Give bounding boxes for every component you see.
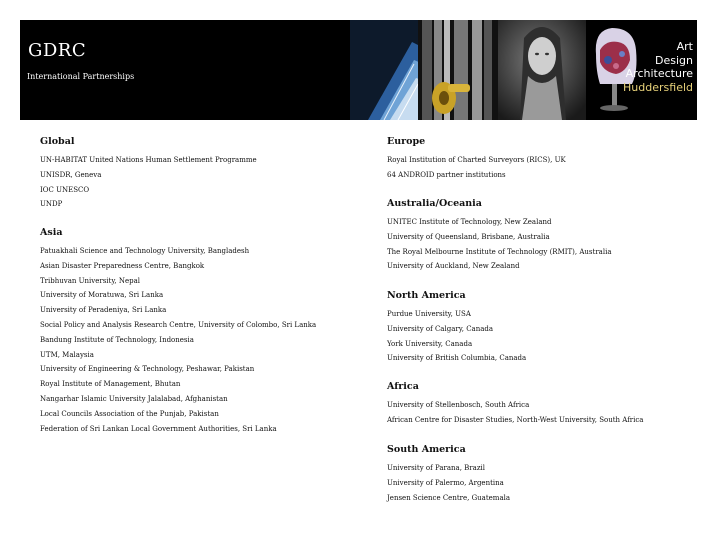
list-item: UNDP xyxy=(40,200,63,209)
list-item: Asian Disaster Preparedness Centre, Bangkok xyxy=(40,261,205,270)
list-item: IOC UNESCO xyxy=(40,185,90,194)
list-item: UNISDR, Geneva xyxy=(40,170,102,179)
brand-title: GDRC xyxy=(28,40,87,61)
list-item: University of Stellenbosch, South Africa xyxy=(387,401,530,409)
brand-subtitle: International Partnerships xyxy=(27,72,135,81)
list-item: Purdue University, USA xyxy=(387,310,471,318)
section-oceania xyxy=(387,197,612,274)
section-north-america xyxy=(387,289,526,366)
section-europe xyxy=(387,135,566,183)
list-item: UN-HABITAT United Nations Human Settlement Programme xyxy=(40,156,257,164)
list-item: Patuakhali Science and Technology University, Bangladesh xyxy=(40,247,250,255)
list-item: Social Policy and Analysis Research Centre, University of Colombo, Sri Lanka xyxy=(40,320,317,329)
list-item: University of Engineering & Technology, Peshawar, Pakistan xyxy=(40,365,255,374)
door-handle-photo xyxy=(418,20,498,120)
portrait-photo xyxy=(498,20,586,120)
section-asia xyxy=(40,226,316,436)
section-south-america xyxy=(387,443,510,505)
list-item: Royal Institute of Management, Bhutan xyxy=(40,380,181,389)
list-item: UNITEC Institute of Technology, New Zealand xyxy=(387,218,552,226)
section-heading: North America xyxy=(387,290,466,301)
tagline-architecture: Architecture xyxy=(625,67,693,80)
taglines xyxy=(623,40,693,94)
list-item: York University, Canada xyxy=(387,339,473,348)
section-heading: Australia/Oceania xyxy=(387,198,482,209)
list-item: UTM, Malaysia xyxy=(40,350,94,359)
tagline-huddersfield: Huddersfield xyxy=(623,80,693,94)
section-heading: South America xyxy=(387,444,466,455)
list-item: University of British Columbia, Canada xyxy=(387,354,527,363)
header-banner xyxy=(20,20,697,120)
section-heading: Europe xyxy=(387,136,426,147)
section-africa xyxy=(387,380,643,428)
list-item: Federation of Sri Lankan Local Government Authorities, Sri Lanka xyxy=(40,424,277,433)
list-item: Bandung Institute of Technology, Indonesia xyxy=(40,335,194,344)
building-photo xyxy=(350,20,428,120)
list-item: Jensen Science Centre, Guatemala xyxy=(387,493,511,502)
list-item: University of Calgary, Canada xyxy=(387,324,494,333)
section-heading: Global xyxy=(40,136,75,147)
section-global xyxy=(40,135,257,212)
list-item: University of Peradeniya, Sri Lanka xyxy=(40,306,167,315)
list-item: Nangarhar Islamic University Jalalabad, Afghanistan xyxy=(40,394,228,403)
section-heading: Asia xyxy=(40,227,63,238)
list-item: Tribhuvan University, Nepal xyxy=(40,276,140,285)
tagline-design: Design xyxy=(655,53,693,67)
list-item: University of Auckland, New Zealand xyxy=(387,262,520,271)
list-item: Royal Institution of Charted Surveyors (RICS), UK xyxy=(387,156,566,164)
list-item: African Centre for Disaster Studies, North-West University, South Africa xyxy=(387,415,644,424)
list-item: Local Councils Association of the Punjab, Pakistan xyxy=(40,409,219,418)
list-item: The Royal Melbourne Institute of Technology (RMIT), Australia xyxy=(387,247,612,256)
list-item: University of Parana, Brazil xyxy=(387,464,485,472)
list-item: University of Palermo, Argentina xyxy=(387,478,504,487)
section-heading: Africa xyxy=(387,381,419,392)
list-item: 64 ANDROID partner institutions xyxy=(387,170,506,179)
tagline-art: Art xyxy=(676,40,693,53)
list-item: University of Queensland, Brisbane, Australia xyxy=(387,232,550,241)
list-item: University of Moratuwa, Sri Lanka xyxy=(40,291,164,300)
